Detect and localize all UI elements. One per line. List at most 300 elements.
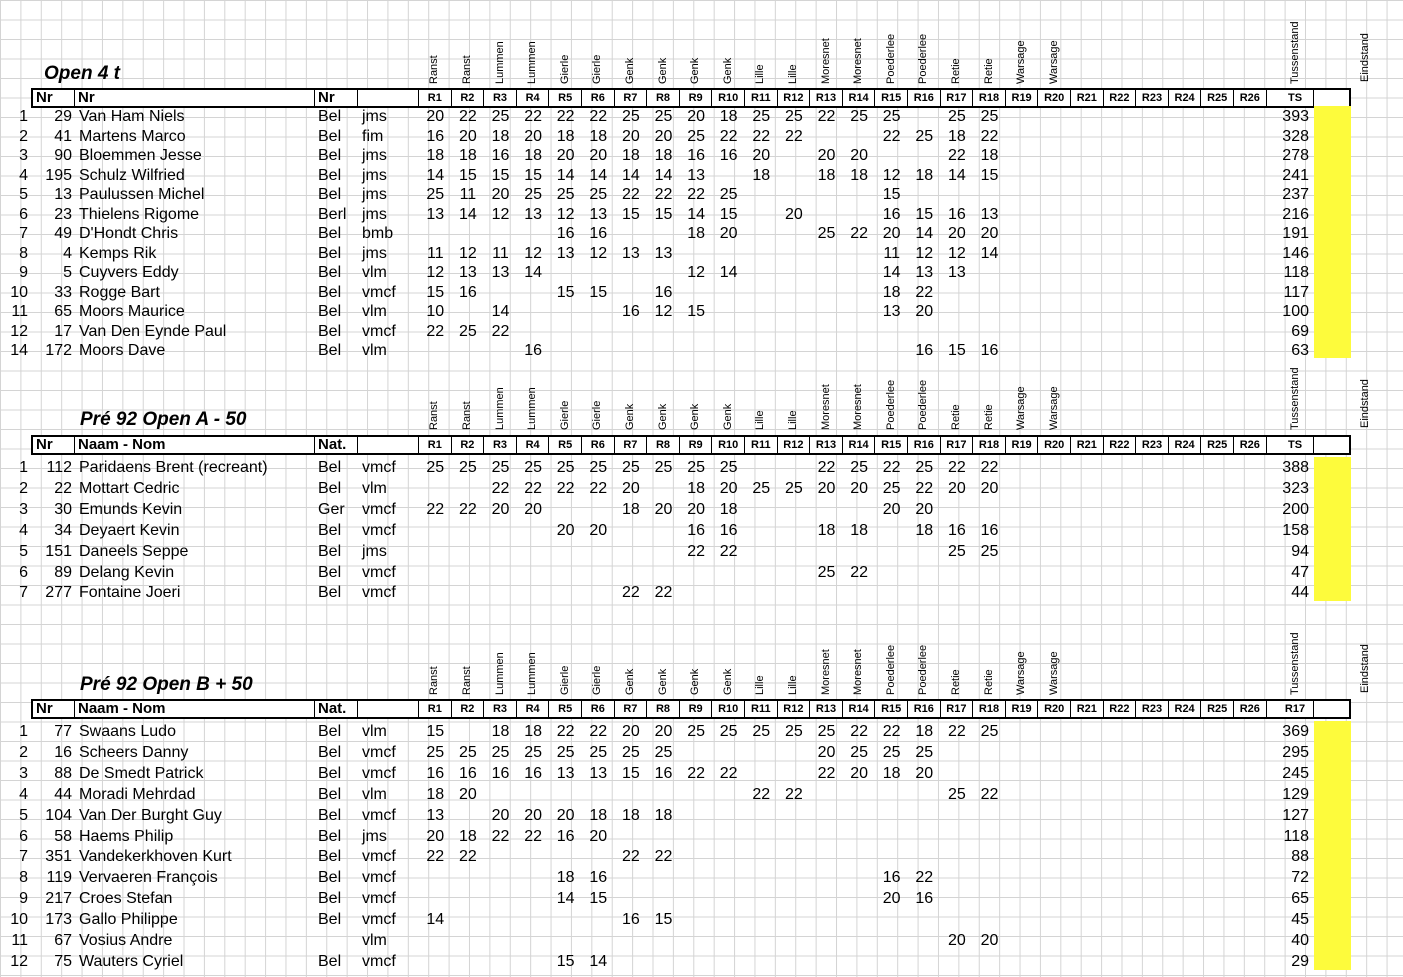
rank-cell[interactable]: 7	[19, 584, 28, 602]
score-cell[interactable]: 13	[687, 166, 705, 184]
score-cell[interactable]: 25	[947, 785, 966, 803]
club-cell[interactable]: jms	[362, 186, 387, 203]
score-cell[interactable]: 22	[882, 459, 901, 476]
nationality-cell[interactable]: Bel	[318, 322, 342, 340]
score-cell[interactable]: 18	[719, 108, 738, 125]
score-cell[interactable]: 22	[491, 322, 510, 340]
score-cell[interactable]: 18	[915, 723, 934, 740]
score-cell[interactable]: 18	[589, 806, 608, 824]
club-cell[interactable]: vmcf	[362, 459, 396, 476]
rank-cell[interactable]: 9	[19, 890, 28, 908]
name-cell[interactable]: Moradi Mehrdad	[79, 785, 196, 803]
score-cell[interactable]: 22	[850, 723, 868, 740]
score-cell[interactable]: 18	[817, 521, 836, 539]
score-cell[interactable]: 16	[589, 869, 608, 887]
score-cell[interactable]: 20	[556, 147, 575, 164]
score-cell[interactable]: 20	[621, 723, 640, 740]
score-cell[interactable]: 16	[524, 764, 542, 782]
score-cell[interactable]: 13	[491, 264, 510, 281]
nationality-cell[interactable]: Bel	[318, 303, 342, 320]
total-cell[interactable]: 118	[1283, 264, 1309, 281]
score-cell[interactable]: 16	[491, 764, 510, 782]
score-cell[interactable]: 25	[817, 563, 836, 581]
score-cell[interactable]: 13	[426, 806, 445, 824]
score-cell[interactable]: 25	[524, 743, 542, 761]
rank-cell[interactable]: 14	[10, 342, 28, 359]
rank-cell[interactable]: 6	[19, 563, 28, 581]
nationality-cell[interactable]: Bel	[318, 542, 342, 560]
name-cell[interactable]: Bloemmen Jesse	[79, 147, 202, 164]
score-cell[interactable]: 20	[524, 806, 542, 824]
nationality-cell[interactable]: Bel	[318, 283, 342, 301]
name-cell[interactable]: D'Hondt Chris	[79, 225, 179, 242]
score-cell[interactable]: 16	[556, 827, 575, 845]
score-cell[interactable]: 15	[524, 166, 542, 184]
score-cell[interactable]: 14	[621, 166, 640, 184]
club-cell[interactable]: vmcf	[362, 806, 396, 824]
score-cell[interactable]: 22	[589, 479, 608, 497]
rank-cell[interactable]: 11	[11, 303, 28, 320]
number-cell[interactable]: 351	[45, 848, 72, 866]
score-cell[interactable]: 16	[426, 127, 445, 145]
score-cell[interactable]: 13	[621, 244, 640, 262]
score-cell[interactable]: 15	[458, 166, 477, 184]
score-cell[interactable]: 14	[947, 166, 966, 184]
score-cell[interactable]: 15	[915, 205, 934, 223]
score-cell[interactable]: 13	[556, 764, 575, 782]
total-cell[interactable]: 63	[1291, 342, 1309, 359]
score-cell[interactable]: 22	[915, 283, 934, 301]
club-cell[interactable]: vlm	[362, 932, 387, 949]
score-cell[interactable]: 22	[719, 127, 738, 145]
score-cell[interactable]: 25	[654, 108, 673, 125]
score-cell[interactable]: 18	[850, 166, 868, 184]
score-cell[interactable]: 22	[589, 723, 608, 740]
name-cell[interactable]: Cuyvers Eddy	[79, 264, 179, 281]
score-cell[interactable]: 13	[589, 205, 608, 223]
score-cell[interactable]: 14	[687, 205, 705, 223]
club-cell[interactable]: jms	[362, 147, 387, 164]
score-cell[interactable]: 20	[491, 500, 510, 518]
score-cell[interactable]: 22	[491, 827, 510, 845]
score-cell[interactable]: 20	[980, 225, 999, 242]
nationality-cell[interactable]: Bel	[318, 848, 342, 866]
club-cell[interactable]: vlm	[362, 342, 387, 359]
nationality-cell[interactable]: Bel	[318, 479, 342, 497]
rank-cell[interactable]: 5	[19, 542, 28, 560]
score-cell[interactable]: 14	[882, 264, 901, 281]
score-cell[interactable]: 13	[915, 264, 934, 281]
score-cell[interactable]: 20	[458, 127, 477, 145]
total-cell[interactable]: 295	[1282, 743, 1309, 761]
score-cell[interactable]: 16	[915, 342, 934, 359]
score-cell[interactable]: 22	[426, 848, 445, 866]
total-cell[interactable]: 241	[1282, 166, 1309, 184]
rank-cell[interactable]: 2	[19, 479, 28, 497]
score-cell[interactable]: 18	[915, 521, 934, 539]
score-cell[interactable]: 20	[426, 827, 445, 845]
nationality-cell[interactable]: Bel	[318, 827, 342, 845]
score-cell[interactable]: 22	[524, 108, 542, 125]
club-cell[interactable]: vlm	[362, 723, 387, 740]
score-cell[interactable]: 15	[621, 764, 640, 782]
club-cell[interactable]: vmcf	[362, 848, 396, 866]
total-cell[interactable]: 146	[1282, 244, 1309, 262]
score-cell[interactable]: 22	[589, 108, 608, 125]
score-cell[interactable]: 25	[980, 723, 999, 740]
score-cell[interactable]: 18	[524, 147, 542, 164]
score-cell[interactable]: 15	[654, 911, 673, 929]
name-cell[interactable]: Rogge Bart	[79, 283, 160, 301]
name-cell[interactable]: Haems Philip	[79, 827, 174, 845]
score-cell[interactable]: 12	[589, 244, 608, 262]
number-cell[interactable]: 17	[54, 322, 72, 340]
score-cell[interactable]: 16	[458, 283, 477, 301]
score-cell[interactable]: 16	[556, 225, 575, 242]
number-cell[interactable]: 29	[54, 108, 72, 125]
name-cell[interactable]: De Smedt Patrick	[79, 764, 204, 782]
score-cell[interactable]: 20	[491, 186, 510, 203]
score-cell[interactable]: 18	[850, 521, 868, 539]
score-cell[interactable]: 20	[882, 225, 901, 242]
score-cell[interactable]: 22	[817, 764, 836, 782]
total-cell[interactable]: 69	[1291, 322, 1309, 340]
score-cell[interactable]: 25	[817, 225, 836, 242]
score-cell[interactable]: 25	[882, 743, 901, 761]
number-cell[interactable]: 67	[54, 932, 72, 949]
nationality-cell[interactable]: Bel	[318, 166, 342, 184]
score-cell[interactable]: 14	[589, 952, 608, 970]
score-cell[interactable]: 18	[524, 723, 542, 740]
score-cell[interactable]: 20	[915, 764, 934, 782]
rank-cell[interactable]: 12	[10, 322, 28, 340]
score-cell[interactable]: 11	[426, 244, 444, 262]
score-cell[interactable]: 14	[915, 225, 934, 242]
name-cell[interactable]: Van Den Eynde Paul	[79, 322, 227, 340]
number-cell[interactable]: 77	[54, 723, 72, 740]
club-cell[interactable]: jms	[362, 542, 387, 560]
score-cell[interactable]: 22	[491, 479, 510, 497]
score-cell[interactable]: 20	[654, 723, 673, 740]
score-cell[interactable]: 25	[621, 743, 640, 761]
score-cell[interactable]: 12	[882, 166, 901, 184]
score-cell[interactable]: 20	[947, 479, 966, 497]
score-cell[interactable]: 25	[784, 479, 803, 497]
total-cell[interactable]: 323	[1282, 479, 1309, 497]
score-cell[interactable]: 18	[621, 500, 640, 518]
total-cell[interactable]: 127	[1282, 806, 1309, 824]
total-cell[interactable]: 278	[1282, 147, 1309, 164]
score-cell[interactable]: 16	[980, 521, 999, 539]
rank-cell[interactable]: 9	[19, 264, 28, 281]
score-cell[interactable]: 22	[719, 764, 738, 782]
score-cell[interactable]: 20	[784, 205, 803, 223]
score-cell[interactable]: 18	[654, 147, 673, 164]
score-cell[interactable]: 12	[524, 244, 542, 262]
score-cell[interactable]: 11	[883, 244, 900, 262]
score-cell[interactable]: 25	[915, 459, 934, 476]
score-cell[interactable]: 20	[915, 500, 934, 518]
number-cell[interactable]: 151	[45, 542, 72, 560]
number-cell[interactable]: 172	[45, 342, 72, 359]
score-cell[interactable]: 22	[556, 723, 575, 740]
score-cell[interactable]: 20	[556, 521, 575, 539]
club-cell[interactable]: vmcf	[362, 743, 396, 761]
score-cell[interactable]: 25	[850, 108, 868, 125]
total-cell[interactable]: 118	[1283, 827, 1309, 845]
number-cell[interactable]: 23	[54, 205, 72, 223]
score-cell[interactable]: 22	[947, 147, 966, 164]
score-cell[interactable]: 22	[458, 500, 477, 518]
score-cell[interactable]: 15	[687, 303, 705, 320]
number-cell[interactable]: 49	[54, 225, 72, 242]
score-cell[interactable]: 18	[426, 147, 445, 164]
score-cell[interactable]: 18	[817, 166, 836, 184]
score-cell[interactable]: 25	[752, 479, 771, 497]
score-cell[interactable]: 25	[654, 459, 673, 476]
score-cell[interactable]: 15	[882, 186, 901, 203]
name-cell[interactable]: Deyaert Kevin	[79, 521, 180, 539]
score-cell[interactable]: 13	[556, 244, 575, 262]
score-cell[interactable]: 18	[687, 479, 705, 497]
score-cell[interactable]: 25	[556, 459, 575, 476]
score-cell[interactable]: 20	[850, 147, 868, 164]
name-cell[interactable]: Emunds Kevin	[79, 500, 183, 518]
score-cell[interactable]: 16	[687, 521, 705, 539]
rank-cell[interactable]: 6	[19, 827, 28, 845]
score-cell[interactable]: 16	[980, 342, 999, 359]
name-cell[interactable]: Kemps Rik	[79, 244, 157, 262]
score-cell[interactable]: 20	[719, 225, 738, 242]
name-cell[interactable]: Van Ham Niels	[79, 108, 185, 125]
total-cell[interactable]: 129	[1282, 785, 1309, 803]
total-cell[interactable]: 216	[1282, 205, 1309, 223]
score-cell[interactable]: 25	[915, 743, 934, 761]
score-cell[interactable]: 14	[426, 166, 445, 184]
score-cell[interactable]: 14	[719, 264, 738, 281]
rank-cell[interactable]: 6	[19, 205, 28, 223]
score-cell[interactable]: 25	[687, 127, 705, 145]
nationality-cell[interactable]: Bel	[318, 521, 342, 539]
club-cell[interactable]: vmcf	[362, 764, 396, 782]
club-cell[interactable]: vmcf	[362, 322, 396, 340]
score-cell[interactable]: 16	[882, 869, 901, 887]
nationality-cell[interactable]: Bel	[318, 911, 342, 929]
score-cell[interactable]: 12	[687, 264, 705, 281]
nationality-cell[interactable]: Bel	[318, 108, 342, 125]
score-cell[interactable]: 16	[654, 764, 673, 782]
total-cell[interactable]: 29	[1291, 952, 1309, 970]
total-cell[interactable]: 44	[1291, 584, 1309, 602]
rank-cell[interactable]: 10	[10, 911, 28, 929]
score-cell[interactable]: 20	[491, 806, 510, 824]
score-cell[interactable]: 18	[556, 127, 575, 145]
name-cell[interactable]: Paridaens Brent (recreant)	[79, 459, 268, 476]
score-cell[interactable]: 22	[687, 764, 705, 782]
score-cell[interactable]: 14	[426, 911, 445, 929]
score-cell[interactable]: 20	[589, 521, 608, 539]
score-cell[interactable]: 22	[882, 127, 901, 145]
score-cell[interactable]: 20	[589, 827, 608, 845]
score-cell[interactable]: 13	[426, 205, 445, 223]
score-cell[interactable]: 22	[654, 848, 673, 866]
score-cell[interactable]: 20	[915, 303, 934, 320]
score-cell[interactable]: 18	[458, 827, 477, 845]
score-cell[interactable]: 14	[589, 166, 608, 184]
name-cell[interactable]: Vervaeren François	[79, 869, 218, 887]
name-cell[interactable]: Daneels Seppe	[79, 542, 189, 560]
number-cell[interactable]: 75	[54, 952, 72, 970]
score-cell[interactable]: 14	[524, 264, 542, 281]
total-cell[interactable]: 94	[1291, 542, 1309, 560]
score-cell[interactable]: 18	[458, 147, 477, 164]
score-cell[interactable]: 12	[556, 205, 575, 223]
score-cell[interactable]: 12	[491, 205, 510, 223]
nationality-cell[interactable]: Bel	[318, 806, 342, 824]
score-cell[interactable]: 16	[654, 283, 673, 301]
score-cell[interactable]: 20	[426, 108, 445, 125]
score-cell[interactable]: 13	[654, 244, 673, 262]
score-cell[interactable]: 10	[426, 303, 445, 320]
club-cell[interactable]: jms	[362, 827, 387, 845]
score-cell[interactable]: 18	[980, 147, 999, 164]
nationality-cell[interactable]: Berl	[318, 205, 347, 223]
score-cell[interactable]: 25	[850, 459, 868, 476]
score-cell[interactable]: 14	[556, 890, 575, 908]
rank-cell[interactable]: 3	[19, 500, 28, 518]
total-cell[interactable]: 393	[1282, 108, 1309, 125]
total-cell[interactable]: 65	[1291, 890, 1309, 908]
score-cell[interactable]: 22	[654, 584, 673, 602]
club-cell[interactable]: jms	[362, 244, 387, 262]
nationality-cell[interactable]: Bel	[318, 147, 342, 164]
name-cell[interactable]: Paulussen Michel	[79, 186, 205, 203]
number-cell[interactable]: 4	[63, 244, 72, 262]
nationality-cell[interactable]: Bel	[318, 764, 342, 782]
score-cell[interactable]: 18	[491, 723, 510, 740]
club-cell[interactable]: vlm	[362, 303, 387, 320]
score-cell[interactable]: 25	[621, 108, 640, 125]
total-cell[interactable]: 191	[1282, 225, 1309, 242]
score-cell[interactable]: 15	[426, 283, 445, 301]
score-cell[interactable]: 25	[491, 108, 510, 125]
score-cell[interactable]: 25	[524, 459, 542, 476]
club-cell[interactable]: vmcf	[362, 521, 396, 539]
nationality-cell[interactable]: Bel	[318, 584, 342, 602]
score-cell[interactable]: 15	[589, 890, 608, 908]
score-cell[interactable]: 20	[752, 147, 771, 164]
club-cell[interactable]: bmb	[362, 225, 394, 242]
score-cell[interactable]: 25	[882, 479, 901, 497]
club-cell[interactable]: vmcf	[362, 869, 396, 887]
score-cell[interactable]: 22	[687, 542, 705, 560]
score-cell[interactable]: 16	[426, 764, 445, 782]
number-cell[interactable]: 5	[63, 264, 72, 281]
score-cell[interactable]: 14	[654, 166, 673, 184]
nationality-cell[interactable]: Bel	[318, 264, 342, 281]
number-cell[interactable]: 88	[54, 764, 72, 782]
score-cell[interactable]: 22	[947, 723, 966, 740]
club-cell[interactable]: vmcf	[362, 911, 396, 929]
number-cell[interactable]: 65	[54, 303, 72, 320]
score-cell[interactable]: 25	[947, 542, 966, 560]
nationality-cell[interactable]: Bel	[318, 723, 342, 740]
score-cell[interactable]: 20	[947, 225, 966, 242]
score-cell[interactable]: 25	[426, 743, 445, 761]
score-cell[interactable]: 22	[524, 479, 542, 497]
name-cell[interactable]: Schulz Wilfried	[79, 166, 185, 184]
score-cell[interactable]: 12	[915, 244, 934, 262]
score-cell[interactable]: 25	[589, 743, 608, 761]
score-cell[interactable]: 16	[524, 342, 542, 359]
total-cell[interactable]: 40	[1291, 932, 1309, 949]
nationality-cell[interactable]: Bel	[318, 186, 342, 203]
rank-cell[interactable]: 7	[19, 848, 28, 866]
score-cell[interactable]: 20	[947, 932, 966, 949]
score-cell[interactable]: 20	[687, 500, 705, 518]
club-cell[interactable]: vlm	[362, 479, 387, 497]
score-cell[interactable]: 16	[589, 225, 608, 242]
rank-cell[interactable]: 5	[19, 806, 28, 824]
rank-cell[interactable]: 8	[19, 869, 28, 887]
name-cell[interactable]: Swaans Ludo	[79, 723, 176, 740]
rank-cell[interactable]: 1	[19, 723, 28, 740]
score-cell[interactable]: 13	[947, 264, 966, 281]
score-cell[interactable]: 20	[719, 479, 738, 497]
score-cell[interactable]: 18	[589, 127, 608, 145]
club-cell[interactable]: vmcf	[362, 500, 396, 518]
score-cell[interactable]: 20	[980, 932, 999, 949]
total-cell[interactable]: 200	[1282, 500, 1309, 518]
score-cell[interactable]: 20	[817, 743, 836, 761]
score-cell[interactable]: 16	[915, 890, 934, 908]
score-cell[interactable]: 20	[817, 479, 836, 497]
score-cell[interactable]: 18	[882, 283, 901, 301]
nationality-cell[interactable]: Bel	[318, 459, 342, 476]
score-cell[interactable]: 25	[980, 108, 999, 125]
score-cell[interactable]: 25	[915, 127, 934, 145]
number-cell[interactable]: 41	[54, 127, 72, 145]
rank-cell[interactable]: 3	[19, 147, 28, 164]
score-cell[interactable]: 22	[426, 322, 445, 340]
score-cell[interactable]: 16	[719, 521, 738, 539]
score-cell[interactable]: 22	[915, 869, 934, 887]
score-cell[interactable]: 15	[654, 205, 673, 223]
score-cell[interactable]: 20	[621, 479, 640, 497]
number-cell[interactable]: 44	[54, 785, 72, 803]
score-cell[interactable]: 18	[719, 500, 738, 518]
score-cell[interactable]: 18	[654, 806, 673, 824]
name-cell[interactable]: Moors Maurice	[79, 303, 185, 320]
score-cell[interactable]: 25	[784, 108, 803, 125]
score-cell[interactable]: 16	[719, 147, 738, 164]
name-cell[interactable]: Fontaine Joeri	[79, 584, 181, 602]
score-cell[interactable]: 25	[752, 108, 771, 125]
score-cell[interactable]: 22	[752, 785, 771, 803]
number-cell[interactable]: 13	[54, 186, 72, 203]
score-cell[interactable]: 22	[882, 723, 901, 740]
score-cell[interactable]: 15	[556, 283, 575, 301]
score-cell[interactable]: 25	[491, 743, 510, 761]
score-cell[interactable]: 16	[687, 147, 705, 164]
score-cell[interactable]: 22	[784, 127, 803, 145]
rank-cell[interactable]: 1	[19, 108, 28, 125]
rank-cell[interactable]: 10	[10, 283, 28, 301]
score-cell[interactable]: 20	[882, 500, 901, 518]
score-cell[interactable]: 25	[458, 322, 477, 340]
club-cell[interactable]: jms	[362, 108, 387, 125]
total-cell[interactable]: 72	[1291, 869, 1309, 887]
